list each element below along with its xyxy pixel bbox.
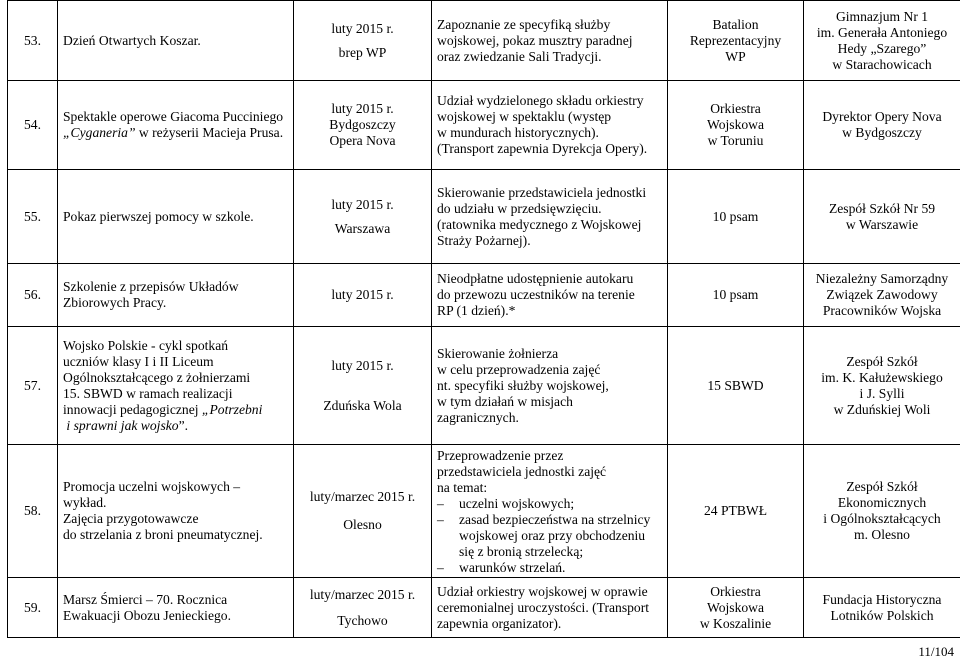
location-line: Tychowo: [337, 612, 388, 628]
desc-line: nt. specyfiki służby wojskowej,: [437, 377, 609, 393]
event-name: [58, 81, 294, 170]
participants: [804, 264, 960, 327]
date-location: [294, 264, 432, 327]
executor-line: 10 psam: [712, 287, 759, 302]
date-line: luty 2015 r.: [331, 287, 394, 302]
event-name: [58, 264, 294, 327]
desc-line: wojskowej, pokaz musztry paradnej: [437, 32, 633, 48]
participants: [804, 445, 960, 578]
desc-line: do udziału w przedsięwzięciu.: [437, 200, 602, 216]
event-title-italic: „Cyganeria”: [63, 125, 136, 140]
executor-line: Wojskowa: [706, 599, 765, 615]
description: [432, 445, 668, 578]
participants-line: Związek Zawodowy: [826, 287, 938, 302]
location-line: Olesno: [343, 517, 382, 532]
table-row-53: [8, 1, 960, 81]
date-location: [294, 1, 432, 81]
list-item: [437, 512, 662, 560]
event-line: Pokaz pierwszej pomocy w szkole.: [63, 208, 254, 224]
location-line: Bydgoszczy: [329, 117, 396, 132]
events-table: [7, 0, 960, 638]
row-number: 55.: [8, 170, 58, 264]
participants: [804, 1, 960, 81]
date-line: luty/marzec 2015 r.: [309, 489, 416, 504]
description: [432, 264, 668, 327]
event-line: [63, 418, 288, 434]
event-line: Zbiorowych Pracy.: [63, 295, 167, 310]
executor-line: Orkiestra: [710, 583, 761, 599]
event-line: Ogólnokształcącego z żołnierzami: [63, 369, 251, 385]
desc-line: zagranicznych.: [437, 409, 519, 425]
event-text: Spektakle operowe Giacoma Pucciniego: [63, 109, 284, 124]
event-line: Dzień Otwartych Koszar.: [63, 32, 201, 48]
participants-line: m. Olesno: [854, 527, 910, 542]
executor: [668, 327, 804, 445]
table-row-55: [8, 170, 960, 264]
date-line: luty 2015 r.: [331, 20, 394, 36]
event-line: Zajęcia przygotowawcze: [63, 511, 199, 526]
description: [432, 1, 668, 81]
event-text: ”.: [178, 417, 188, 433]
participants-line: Niezależny Samorządny: [815, 271, 949, 286]
event-line: Promocja uczelni wojskowych –: [63, 479, 241, 494]
dash-bullet: –: [437, 512, 444, 527]
desc-line: ceremonialnej uroczystości. (Transport: [437, 599, 650, 615]
participants: [804, 578, 960, 638]
event-line: uczniów klasy I i II Liceum: [63, 353, 214, 369]
description: [432, 81, 668, 170]
executor-line: 10 psam: [712, 208, 759, 224]
event-line: Marsz Śmierci – 70. Rocznica: [63, 591, 228, 607]
desc-line: oraz zwiedzanie Sali Tradycji.: [437, 48, 602, 64]
participants-line: im. K. Kałużewskiego: [821, 369, 943, 385]
list-item: [437, 560, 662, 576]
location-line: Warszawa: [334, 220, 391, 236]
event-title-italic: i sprawni jak wojsko: [66, 417, 179, 433]
participants-line: im. Generała Antoniego: [816, 24, 948, 40]
dash-bullet: –: [437, 560, 444, 575]
event-line: Wojsko Polskie - cykl spotkań: [63, 337, 229, 353]
event-name: [58, 327, 294, 445]
executor-line: 15 SBWD: [707, 377, 764, 393]
table-row-59: [8, 578, 960, 638]
table-row-54: [8, 81, 960, 170]
participants-line: Gimnazjum Nr 1: [835, 8, 929, 24]
event-line: do strzelania z broni pneumatycznej.: [63, 527, 263, 542]
date-location: [294, 170, 432, 264]
location-line: Zduńska Wola: [323, 397, 402, 413]
list-item-text: warunków strzelań.: [459, 560, 566, 575]
date-line: luty/marzec 2015 r.: [309, 586, 416, 602]
desc-line: przedstawiciela jednostki zajęć: [437, 464, 607, 479]
participants-line: Hedy „Szarego”: [837, 40, 927, 56]
desc-line: wojskowej w spektaklu (występ: [437, 109, 612, 124]
participants-line: Zespół Szkół Nr 59: [828, 200, 936, 216]
participants-line: Zespół Szkół: [846, 353, 918, 369]
executor: [668, 1, 804, 81]
list-item-text: zasad bezpieczeństwa na strzelnicy: [459, 512, 651, 527]
event-name: [58, 1, 294, 81]
location-line: brep WP: [338, 44, 387, 60]
list-item: [437, 496, 662, 512]
participants-line: w Warszawie: [845, 216, 919, 232]
desc-line: Nieodpłatne udostępnienie autokaru: [437, 271, 634, 286]
executor-line: Orkiestra: [710, 101, 761, 116]
executor-line: Batalion: [712, 16, 759, 32]
executor-line: Reprezentacyjny: [689, 32, 782, 48]
desc-line: Skierowanie przedstawiciela jednostki: [437, 184, 647, 200]
executor-line: w Toruniu: [707, 133, 764, 148]
event-name: [58, 445, 294, 578]
event-line: Szkolenie z przepisów Układów: [63, 279, 239, 294]
date-location: [294, 81, 432, 170]
description: [432, 327, 668, 445]
executor-line: w Koszalinie: [699, 615, 772, 631]
page-number: 11/104: [918, 644, 954, 659]
dash-bullet: –: [437, 496, 444, 511]
executor: [668, 170, 804, 264]
participants-line: w Starachowicach: [832, 56, 932, 72]
table-row-56: [8, 264, 960, 327]
desc-line: do przewozu uczestników na terenie: [437, 287, 635, 302]
date-location: [294, 327, 432, 445]
row-number: 58.: [8, 445, 58, 578]
desc-line: Udział wydzielonego składu orkiestry: [437, 93, 644, 108]
event-line: wykład.: [63, 495, 107, 510]
list-item-text: uczelni wojskowych;: [459, 496, 575, 511]
executor-line: WP: [725, 48, 746, 64]
participants-line: w Zduńskiej Woli: [833, 401, 931, 417]
desc-line: RP (1 dzień).*: [437, 303, 516, 318]
participants: [804, 327, 960, 445]
executor-line: 24 PTBWŁ: [703, 503, 768, 518]
executor: [668, 578, 804, 638]
desc-line: w celu przeprowadzenia zajęć: [437, 361, 601, 377]
event-text: w reżyserii Macieja Prusa.: [135, 125, 284, 140]
description: [432, 170, 668, 264]
row-number: 56.: [8, 264, 58, 327]
date-line: luty 2015 r.: [331, 101, 394, 116]
participants-line: Fundacja Historyczna: [822, 591, 942, 607]
event-name: [58, 170, 294, 264]
event-line: 15. SBWD w ramach realizacji: [63, 385, 233, 401]
participants-line: i J. Sylli: [859, 385, 905, 401]
table-row-58: [8, 445, 960, 578]
date-line: luty 2015 r.: [331, 357, 394, 373]
list-item-text: się z bronią strzelecką;: [459, 544, 584, 559]
desc-line: Przeprowadzenie przez: [437, 448, 564, 463]
description: [432, 578, 668, 638]
table-row-57: [8, 327, 960, 445]
row-number: 53.: [8, 1, 58, 81]
event-line: Ewakuacji Obozu Jenieckiego.: [63, 607, 231, 623]
participants-line: Pracowników Wojska: [822, 303, 942, 318]
event-line: [63, 402, 288, 418]
executor: [668, 81, 804, 170]
event-title-italic: „Potrzebni: [201, 401, 263, 417]
desc-line: w tym działań w misjach: [437, 393, 573, 409]
participants-line: Zespół Szkół: [846, 479, 918, 494]
row-number: 57.: [8, 327, 58, 445]
desc-line: Straży Pożarnej).: [437, 232, 531, 248]
executor: [668, 445, 804, 578]
desc-line: w mundurach historycznych).: [437, 125, 599, 140]
participants-line: Dyrektor Opery Nova: [822, 109, 942, 124]
participants: [804, 170, 960, 264]
desc-line: zapewnia organizator).: [437, 615, 562, 631]
participants-line: w Bydgoszczy: [842, 125, 922, 140]
date-location: [294, 578, 432, 638]
desc-line: Skierowanie żołnierza: [437, 345, 559, 361]
desc-line: (ratownika medycznego z Wojskowej: [437, 216, 642, 232]
event-text: innowacji pedagogicznej: [63, 401, 199, 417]
participants-line: i Ogólnokształcących: [823, 511, 941, 526]
executor-line: Wojskowa: [706, 117, 765, 132]
desc-line: na temat:: [437, 480, 488, 495]
list-item-text: wojskowej oraz przy obchodzeniu: [459, 528, 646, 543]
participants-line: Ekonomicznych: [837, 495, 927, 510]
location-line: Opera Nova: [329, 133, 396, 148]
topic-list: [437, 496, 662, 576]
date-line: luty 2015 r.: [331, 196, 394, 212]
row-number: 54.: [8, 81, 58, 170]
desc-line: Udział orkiestry wojskowej w oprawie: [437, 583, 648, 599]
event-name: [58, 578, 294, 638]
participants-line: Lotników Polskich: [830, 607, 934, 623]
executor: [668, 264, 804, 327]
desc-line: (Transport zapewnia Dyrekcja Opery).: [437, 141, 648, 156]
desc-line: Zapoznanie ze specyfiką służby: [437, 16, 611, 32]
row-number: 59.: [8, 578, 58, 638]
date-location: [294, 445, 432, 578]
participants: [804, 81, 960, 170]
